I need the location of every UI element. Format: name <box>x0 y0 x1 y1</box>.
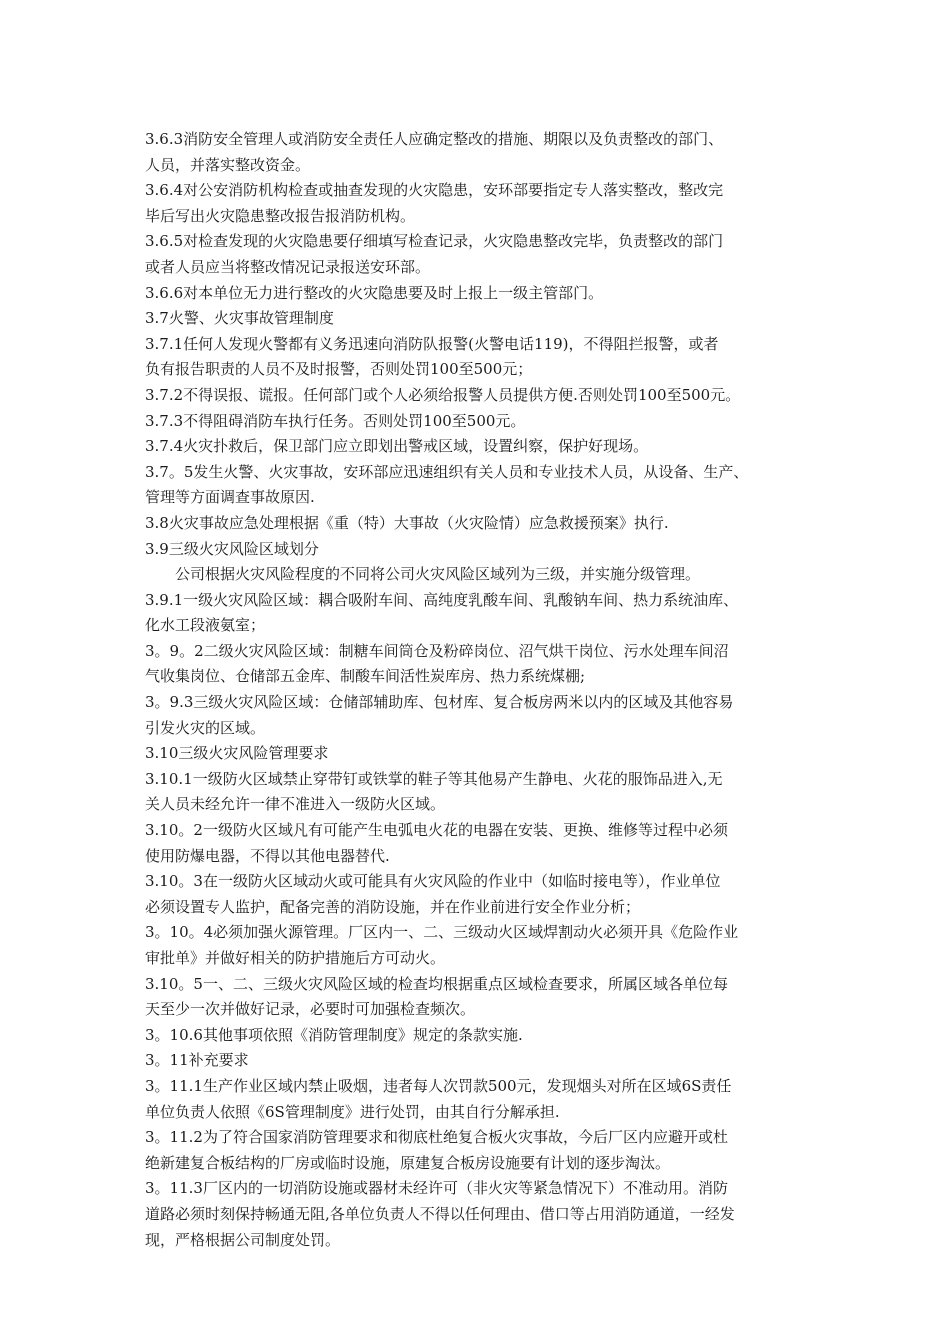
text-line: 3。9.3三级火灾风险区域：仓储部辅助库、包材库、复合板房两米以内的区域及其他容易 <box>145 693 734 712</box>
text-line: 必须设置专人监护，配备完善的消防设施，并在作业前进行安全作业分析； <box>145 897 641 916</box>
text-line: 气收集岗位、仓储部五金库、制酸车间活性炭库房、热力系统煤棚; <box>145 667 586 686</box>
text-line: 或者人员应当将整改情况记录报送安环部。 <box>145 257 431 276</box>
text-line: 3.6.4对公安消防机构检查或抽查发现的火灾隐患，安环部要指定专人落实整改，整改完 <box>145 181 724 200</box>
text-line: 审批单》并做好相关的防护措施后方可动火。 <box>145 949 446 967</box>
text-line: 3.7火警、火灾事故管理制度 <box>145 309 334 328</box>
text-line: 3.7.3不得阻碍消防车执行任务。否则处罚100至500元。 <box>145 411 526 430</box>
text-line: 管理等方面调查事故原因. <box>145 488 315 507</box>
text-line: 负有报告职责的人员不及时报警，否则处罚100至500元； <box>145 360 533 379</box>
text-line: 现，严格根据公司制度处罚。 <box>145 1230 341 1249</box>
text-line: 3.9.1一级火灾风险区域：耦合吸附车间、高纯度乳酸车间、乳酸钠车间、热力系统油库、 <box>145 590 739 609</box>
text-line: 3。9。2二级火灾风险区域：制糖车间筒仓及粉碎岗位、沼气烘干岗位、污水处理车间沼 <box>145 641 729 660</box>
text-line: 人员，并落实整改资金。 <box>145 155 311 174</box>
text-line: 关人员未经允许一律不准进入一级防火区域。 <box>145 795 446 814</box>
text-line: 引发火灾的区域。 <box>145 718 266 737</box>
text-line: 3.6.3消防安全管理人或消防安全责任人应确定整改的措施、期限以及负责整改的部门、 <box>145 130 724 148</box>
text-line: 3.10三级火灾风险管理要求 <box>145 744 329 763</box>
text-line: 使用防爆电器，不得以其他电器替代. <box>145 846 390 865</box>
text-line: 绝新建复合板结构的厂房或临时设施，原建复合板房设施要有计划的逐步淘汰。 <box>145 1153 671 1172</box>
text-line: 公司根据火灾风险程度的不同将公司火灾风险区域列为三级，并实施分级管理。 <box>175 565 701 584</box>
text-line: 3。10.6其他事项依照《消防管理制度》规定的条款实施. <box>145 1025 523 1044</box>
text-line: 3。10。4必须加强火源管理。厂区内一、二、三级动火区域焊割动火必须开具《危险作业 <box>145 923 739 942</box>
text-line: 3.7。5发生火警、火灾事故，安环部应迅速组织有关人员和专业技术人员，从设备、生产、 <box>145 462 749 481</box>
text-line: 3.6.6对本单位无力进行整改的火灾隐患要及时上报上一级主管部门。 <box>145 283 604 302</box>
text-line: 3.10。2一级防火区域凡有可能产生电弧电火花的电器在安装、更换、维修等过程中必须 <box>145 821 728 840</box>
text-line: 化水工段液氨室； <box>145 616 266 635</box>
text-line: 道路必须时刻保持畅通无阻,各单位负责人不得以任何理由、借口等占用消防通道，一经发 <box>145 1204 735 1223</box>
text-line: 3.9三级火灾风险区域划分 <box>145 539 319 558</box>
text-line: 3.10。5一、二、三级火灾风险区域的检查均根据重点区域检查要求，所属区域各单位每 <box>145 974 728 993</box>
document-body <box>145 127 835 1253</box>
text-line: 3.6.5对检查发现的火灾隐患要仔细填写检查记录，火灾隐患整改完毕，负责整改的部门 <box>145 232 724 251</box>
text-line: 3。11.3厂区内的一切消防设施或器材未经许可（非火灾等紧急情况下）不准动用。消防 <box>145 1179 728 1198</box>
text-line: 3.8火灾事故应急处理根据《重（特）大事故（火灾险情）应急救援预案》执行. <box>145 513 669 532</box>
text-line: 3.7.2不得误报、谎报。任何部门或个人必须给报警人员提供方便.否则处罚100至500元。 <box>145 385 741 404</box>
text-line: 3。11.2为了符合国家消防管理要求和彻底杜绝复合板火灾事故，今后厂区内应避开或杜 <box>145 1128 728 1147</box>
text-line: 毕后写出火灾隐患整改报告报消防机构。 <box>145 206 416 225</box>
text-line: 3.7.4火灾扑救后，保卫部门应立即划出警戒区域，设置纠察，保护好现场。 <box>145 437 649 456</box>
text-line: 3。11.1生产作业区域内禁止吸烟，违者每人次罚款500元，发现烟头对所在区域6S责任 <box>145 1076 732 1095</box>
text-line: 3.7.1任何人发现火警都有义务迅速向消防队报警(火警电话119)，不得阻拦报警，或者 <box>145 334 719 353</box>
text-line: 3.10.1一级防火区域禁止穿带钉或铁掌的鞋子等其他易产生静电、火花的服饰品进入,无 <box>145 769 723 788</box>
text-line: 3。11补充要求 <box>145 1051 249 1070</box>
text-line: 天至少一次并做好记录，必要时可加强检查频次。 <box>145 1000 476 1019</box>
text-line: 3.10。3在一级防火区域动火或可能具有火灾风险的作业中（如临时接电等），作业单位 <box>145 872 721 891</box>
text-line: 单位负责人依照《6S管理制度》进行处罚，由其自行分解承担. <box>145 1102 560 1121</box>
